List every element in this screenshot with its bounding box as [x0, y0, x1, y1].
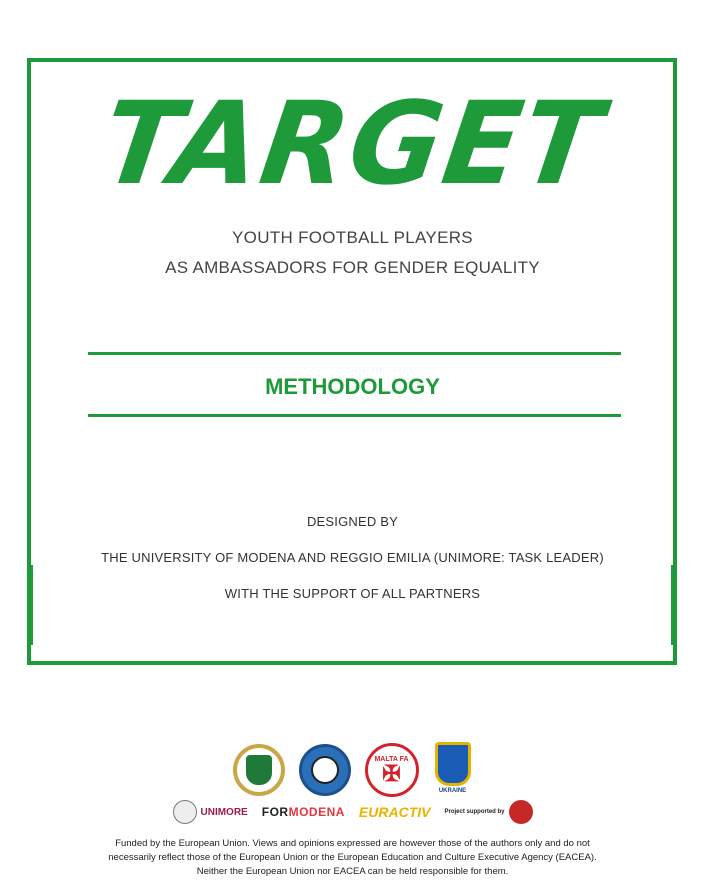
- funding-disclaimer: [0, 837, 705, 879]
- project-title: TARGET: [94, 77, 611, 211]
- frame-notch-right: [671, 565, 677, 645]
- malta-fa-logo: [365, 743, 419, 797]
- formodena-logo: [262, 805, 345, 819]
- trident-icon: [435, 742, 471, 786]
- uefa-badge-icon: [509, 800, 533, 824]
- top-divider: [88, 352, 621, 355]
- ukraine-label: UKRAINE: [438, 788, 467, 794]
- disclaimer-line-1: Funded by the European Union. Views and opinions expressed are however those of the authors only and do not: [115, 838, 590, 849]
- project-supported-label: Project supported by: [444, 809, 505, 815]
- unimore-seal-icon: [173, 800, 197, 824]
- bottom-divider: [88, 414, 621, 417]
- frame-notch-left: [27, 565, 33, 645]
- disclaimer-line-3: Neither the European Union nor EACEA can be held responsible for them.: [196, 866, 509, 877]
- section-title: METHODOLOGY: [265, 374, 440, 399]
- subtitle-line-1: YOUTH FOOTBALL PLAYERS: [232, 228, 473, 247]
- subtitle-line-2: AS AMBASSADORS FOR GENDER EQUALITY: [165, 258, 540, 277]
- uefa-support-logo: [444, 800, 532, 824]
- estonia-football-logo: [299, 744, 351, 796]
- formodena-label-a: FOR: [261, 805, 289, 819]
- maltese-cross-icon: ✠: [382, 760, 401, 786]
- ukraine-football-logo: [433, 742, 473, 798]
- formodena-label-b: MODENA: [288, 805, 345, 819]
- euractiv-label: EURACTIV: [358, 804, 431, 820]
- unimore-label: UNIMORE: [200, 806, 248, 818]
- disclaimer-line-2: necessarily reflect those of the European Union or the European Education and Culture Executive Agency (EACEA).: [108, 852, 597, 863]
- malta-fa-label: MALTA FA: [374, 755, 409, 763]
- partner-logos-bottom: [0, 800, 705, 824]
- unimore-logo: [173, 800, 248, 824]
- partner-logos-top: [0, 742, 705, 798]
- designed-by-label: DESIGNED BY: [306, 514, 399, 529]
- euractiv-logo: [359, 804, 431, 820]
- designer-name: THE UNIVERSITY OF MODENA AND REGGIO EMILIA (UNIMORE: TASK LEADER): [101, 550, 604, 565]
- support-note: WITH THE SUPPORT OF ALL PARTNERS: [224, 586, 481, 601]
- latvia-football-logo: [233, 744, 285, 796]
